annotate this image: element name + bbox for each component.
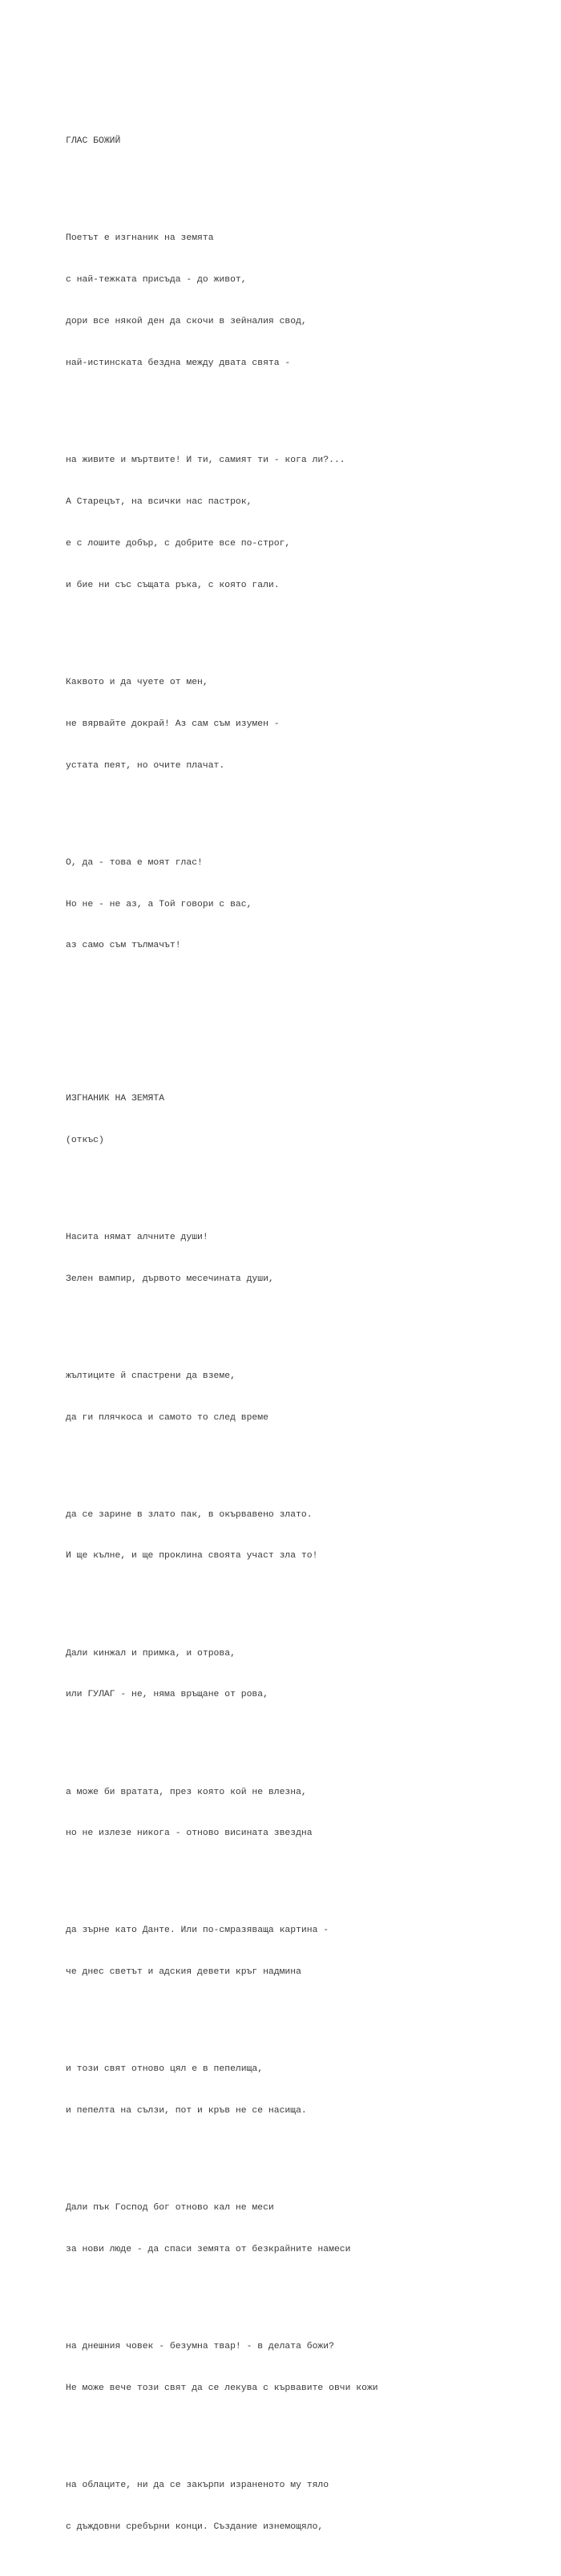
poem-line: Не може вече този свят да се лекува с кървавите овчи кожи bbox=[66, 2384, 378, 2394]
poem-line: и бие ни със същата ръка, с която гали. bbox=[66, 580, 280, 590]
spacer bbox=[66, 800, 547, 814]
poem-title: ГЛАС БОЖИЙ bbox=[66, 136, 121, 147]
poem-line: на облаците, ни да се закърпи израненото му тяло bbox=[66, 2481, 329, 2491]
poem-line: или ГУЛАГ - не, няма връщане от рова, bbox=[66, 1690, 268, 1700]
poem-line: О, да - това е моят глас! bbox=[66, 857, 203, 868]
spacer bbox=[66, 2146, 547, 2160]
poem-line: с дъждовни сребърни конци. Създание изнемощяло, bbox=[66, 2522, 324, 2533]
spacer bbox=[66, 399, 547, 412]
spacer bbox=[66, 1730, 547, 1744]
spacer bbox=[66, 176, 547, 190]
poem-line: Поетът е изгнаник на земята bbox=[66, 233, 214, 244]
spacer bbox=[66, 2424, 547, 2437]
poem-line: аз само съм тълмачът! bbox=[66, 941, 181, 951]
spacer bbox=[66, 2007, 547, 2021]
poem-subtitle: (откъс) bbox=[66, 1135, 104, 1145]
poem-line: и пепелта на сълзи, пот и кръв не се насища. bbox=[66, 2106, 307, 2116]
spacer bbox=[66, 1175, 547, 1189]
poem-line: и този свят отново цял е в пепелища, bbox=[66, 2064, 264, 2075]
spacer bbox=[66, 2285, 547, 2299]
poem-text-column bbox=[66, 79, 547, 2576]
poem-line: че днес светът и адския девети кръг надмина bbox=[66, 1967, 301, 1978]
spacer bbox=[66, 1869, 547, 1882]
spacer bbox=[66, 1452, 547, 1466]
poem-line: И ще кълне, и ще проклина своята участ зла то! bbox=[66, 1551, 318, 1561]
poem-line: но не излезе никога - отново висината звездна bbox=[66, 1829, 313, 1839]
poem-line: е с лошите добър, с добрите все по-строг, bbox=[66, 538, 291, 549]
poem-line: Зелен вампир, дървото месечината души, bbox=[66, 1274, 274, 1284]
poem-line: Но не - не аз, а Той говори с вас, bbox=[66, 899, 252, 909]
poem-line: на днешния човек - безумна твар! - в делата божи? bbox=[66, 2342, 334, 2352]
poem-line: жълтиците й спастрени да вземе, bbox=[66, 1371, 236, 1381]
poem-line: да зърне като Данте. Или по-смразяваща картина - bbox=[66, 1926, 329, 1936]
poem-line: Насита нямат алчните души! bbox=[66, 1232, 208, 1242]
poem-line: да ги плячкоса и самото то след време bbox=[66, 1412, 268, 1423]
spacer bbox=[66, 1314, 547, 1327]
spacer bbox=[66, 621, 547, 634]
poem-title: ИЗГНАНИК НА ЗЕМЯТА bbox=[66, 1093, 165, 1104]
poem-line: Дали кинжал и примка, и отрова, bbox=[66, 1648, 236, 1659]
poem-line: дори все някой ден да скочи в зейналия свод, bbox=[66, 317, 307, 327]
spacer bbox=[66, 1591, 547, 1605]
poem-line: устата пеят, но очите плачат. bbox=[66, 760, 225, 771]
poem-line: да се зарине в злато пак, в окървавено злато. bbox=[66, 1509, 313, 1520]
poem-line: Дали пък Господ бог отново кал не меси bbox=[66, 2203, 274, 2213]
poem-line: Каквото и да чуете от мен, bbox=[66, 677, 208, 687]
section-spacer bbox=[66, 995, 547, 1037]
poem-line: с най-тежката присъда - до живот, bbox=[66, 275, 247, 286]
poem-line: А Старецът, на всички нас пастрок, bbox=[66, 496, 252, 507]
poem-line: за нови люде - да спаси земята от безкрайните намеси bbox=[66, 2245, 351, 2255]
poem-line: а може би вратата, през която кой не влезна, bbox=[66, 1787, 307, 1797]
poem-line: най-истинската бездна между двата свята - bbox=[66, 358, 291, 368]
poem-line: не вярвайте докрай! Аз сам съм изумен - bbox=[66, 719, 280, 729]
poem-line: на живите и мъртвите! И ти, самият ти - кога ли?... bbox=[66, 456, 345, 466]
